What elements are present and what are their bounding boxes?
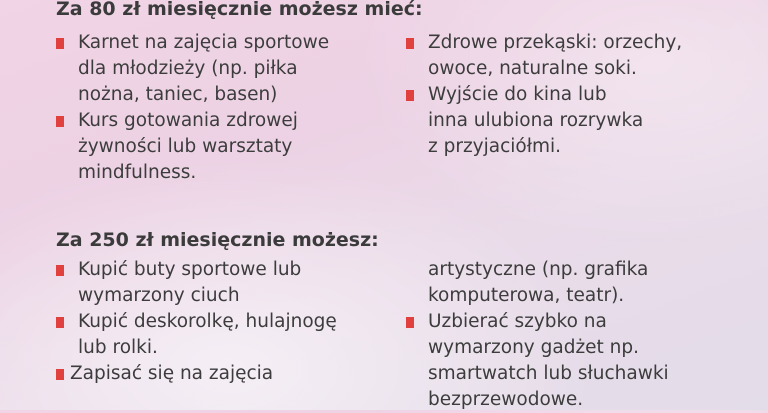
item-line: Wyjście do kina lub — [428, 84, 607, 105]
section2-right-list — [406, 309, 669, 413]
item-line: lub rolki. — [78, 337, 158, 358]
list-item — [406, 30, 682, 82]
section-heading-80: Za 80 zł miesięcznie możesz mieć: — [56, 0, 423, 20]
item-line: artystyczne (np. grafika — [428, 259, 649, 280]
item-line: żywności lub warsztaty — [78, 136, 293, 157]
list-item — [56, 108, 329, 186]
list-item — [406, 309, 669, 413]
item-line: dla młodzieży (np. piłka — [78, 58, 298, 79]
item-line: z przyjaciółmi. — [428, 136, 562, 157]
section-heading-250: Za 250 zł miesięcznie możesz: — [56, 229, 379, 251]
item-line: wymarzony gadżet np. — [428, 337, 640, 358]
list-item — [56, 257, 337, 309]
item-line: Kupić buty sportowe lub — [78, 259, 302, 280]
item-line: Kupić deskorolkę, hulajnogę — [78, 311, 337, 332]
item-line: mindfulness. — [78, 162, 197, 183]
bullet-square-icon — [56, 369, 64, 380]
item-line: Kurs gotowania zdrowej — [78, 110, 298, 131]
item-line: smartwatch lub słuchawki — [428, 363, 669, 384]
section2-right-continuation — [406, 257, 648, 309]
list-item — [56, 309, 337, 361]
bullet-square-icon — [56, 38, 64, 49]
bullet-square-icon — [406, 38, 414, 49]
bullet-square-icon — [56, 317, 64, 328]
item-line: inna ulubiona rozrywka — [428, 110, 644, 131]
list-item — [56, 30, 329, 108]
bullet-square-icon — [56, 265, 64, 276]
item-line: nożna, taniec, basen) — [78, 84, 278, 105]
item-line: Uzbierać szybko na — [428, 311, 607, 332]
section2-left-list — [56, 257, 337, 387]
section1-left-list — [56, 30, 329, 186]
item-line: Karnet na zajęcia sportowe — [78, 32, 330, 53]
item-line: wymarzony ciuch — [78, 285, 240, 306]
list-item — [406, 82, 682, 160]
bullet-square-icon — [406, 317, 414, 328]
item-line: Zapisać się na zajęcia — [70, 363, 274, 384]
bullet-square-icon — [406, 90, 414, 101]
item-line: komputerowa, teatr). — [428, 285, 625, 306]
list-item — [56, 361, 337, 387]
item-line: bezprzewodowe. — [428, 389, 584, 410]
item-line: owoce, naturalne soki. — [428, 58, 637, 79]
section1-right-list — [406, 30, 682, 160]
item-line: Zdrowe przekąski: orzechy, — [428, 32, 683, 53]
bullet-square-icon — [56, 116, 64, 127]
